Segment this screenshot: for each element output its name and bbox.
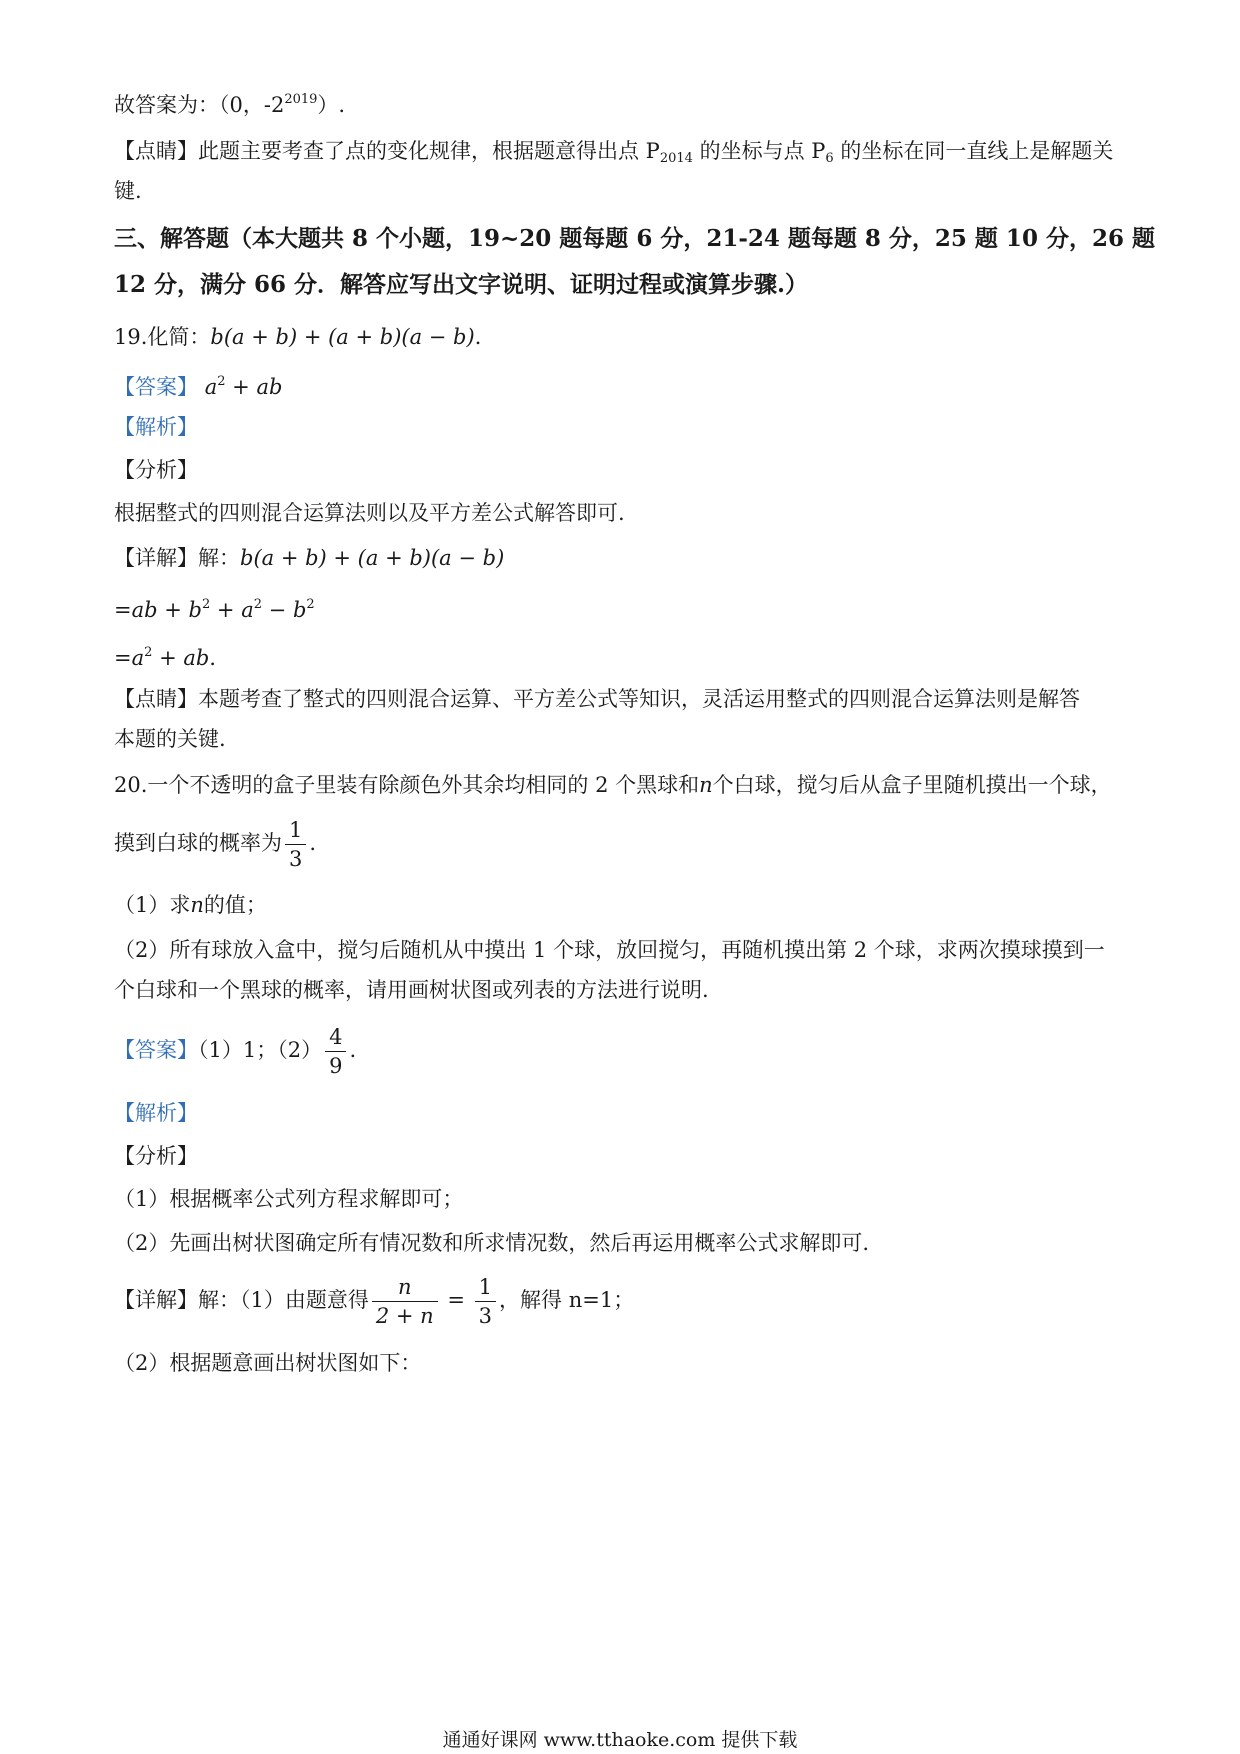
fenxi-20-2: （2）先画出树状图确定所有情况数和所求情况数，然后再运用概率公式求解即可. (114, 1231, 870, 1255)
fraction-one-third: $\frac{1}{3}$ (285, 816, 306, 873)
question-20: 20.一个不透明的盒子里装有除颜色外其余均相同的 2 个黑球和n个白球，搅匀后从盒子里随机摸出一个球， (114, 773, 1112, 797)
answer-20: 【答案】（1）1；（2） $\frac{4}{9}$ . (114, 1025, 357, 1078)
fenxi-tag-20: 【分析】 (114, 1144, 198, 1168)
section-heading: 三、解答题（本大题共 8 个小题，19~20 题每题 6 分，21-24 题每题 8 分，25 题 10 分，26 题 (114, 225, 1155, 252)
line-dianjing-prev-cont: 键. (114, 179, 142, 203)
fraction-four-ninths: $\frac{4}{9}$ (325, 1023, 346, 1080)
jiexi-tag-20: 【解析】 (114, 1101, 198, 1125)
question-20-part2: （2）所有球放入盒中，搅匀后随机从中摸出 1 个球，放回搅匀，再随机摸出第 2 个球，求两次摸球摸到一 (114, 938, 1105, 962)
xiangjie-20: 【详解】解：（1）由题意得 $\frac{n}{2 + n}$ = $\frac{1}{3}$ ，解得 n=1； (114, 1275, 635, 1328)
line-dianjing-prev: 【点睛】此题主要考查了点的变化规律，根据题意得出点 $P_{2014}$ 的坐标与点 $P_6$ 的坐标在同一直线上是解题关 (114, 139, 1114, 166)
question-20-cont: 摸到白球的概率为 $\frac{1}{3}$ . (114, 818, 317, 871)
xiangjie-19: 【详解】解：b(a + b) + (a + b)(a − b) (114, 546, 505, 570)
dianjing-19-cont: 本题的关键. (114, 727, 226, 751)
fraction-one-third-b: $\frac{1}{3}$ (475, 1273, 496, 1330)
answer-tag: 【答案】 (114, 1038, 198, 1062)
fraction-n-over-2plusn: $\frac{n}{2 + n}$ (372, 1273, 438, 1330)
step-19-1: $=ab + b^2 + a^2 - b^2$ (114, 597, 315, 622)
xiangjie-20-2: （2）根据题意画出树状图如下： (114, 1351, 422, 1375)
dianjing-19: 【点睛】本题考查了整式的四则混合运算、平方差公式等知识，灵活运用整式的四则混合运算法则是解答 (114, 687, 1080, 711)
fenxi-tag-19: 【分析】 (114, 458, 198, 482)
step-19-2: $=a^2$ + ab． (114, 645, 231, 670)
question-20-part2-cont: 个白球和一个黑球的概率，请用画树状图或列表的方法进行说明. (114, 978, 709, 1002)
jiexi-tag-19: 【解析】 (114, 415, 198, 439)
answer-tag: 【答案】 (114, 375, 198, 399)
answer-19: 【答案】 $a^2$ + ab (114, 374, 283, 399)
section-heading-cont: 12 分，满分 66 分．解答应写出文字说明、证明过程或演算步骤.） (114, 271, 809, 298)
question-20-part1: （1）求n的值； (114, 893, 267, 917)
line-answer-prev: 故答案为：（0，$-2^{2019}$）. (114, 92, 346, 117)
question-19: 19.化简：b(a + b) + (a + b)(a − b)． (114, 325, 496, 349)
fenxi-19-text: 根据整式的四则混合运算法则以及平方差公式解答即可. (114, 501, 625, 525)
fenxi-20-1: （1）根据概率公式列方程求解即可； (114, 1187, 464, 1211)
page-footer: 通通好课网 www.tthaoke.com 提供下载 (442, 1729, 798, 1751)
